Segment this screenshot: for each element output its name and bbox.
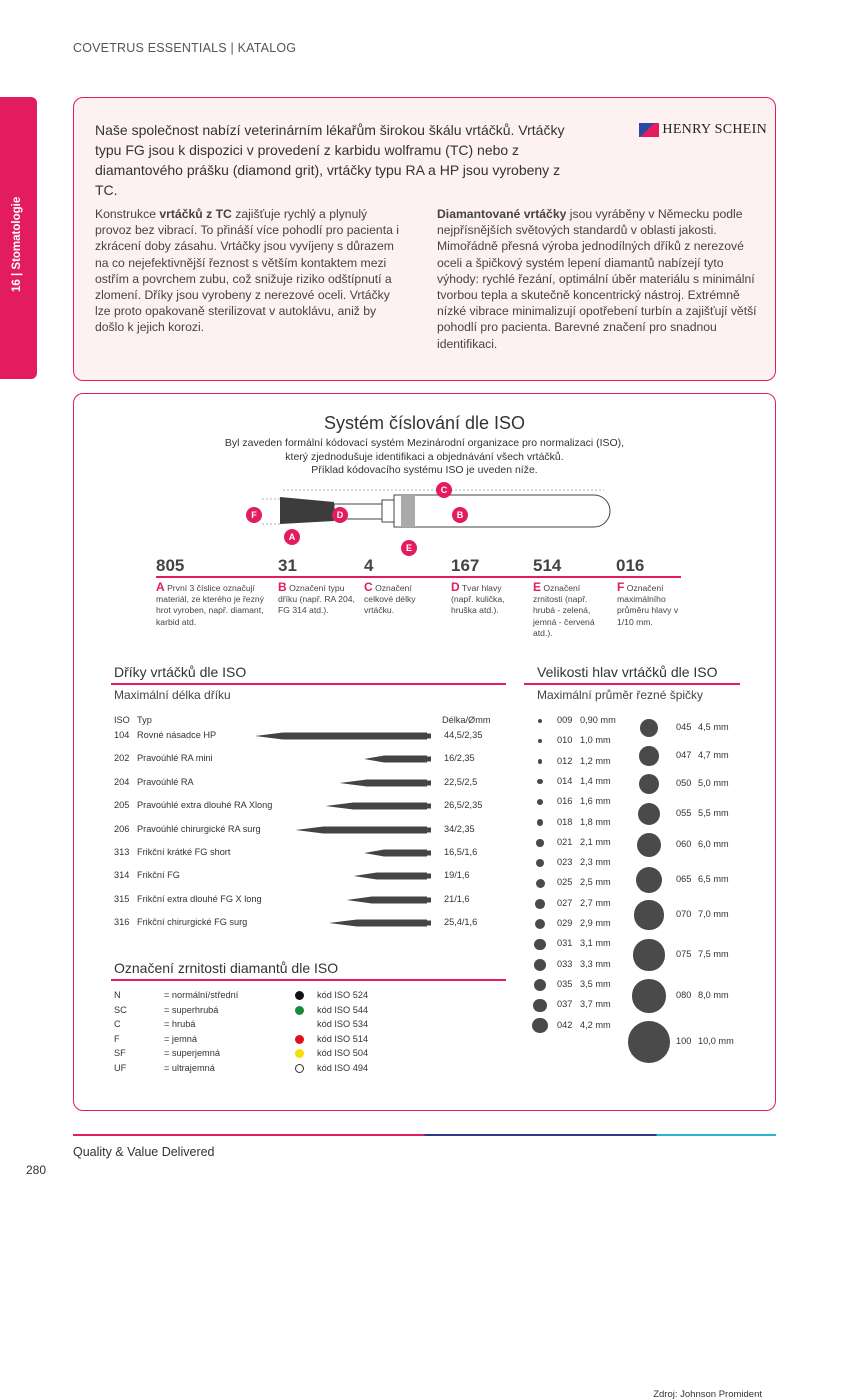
iso-code-row [156, 556, 681, 578]
shank-type: Pravoúhlé RA [137, 776, 194, 787]
grit-iso-code: kód ISO 514 [317, 1033, 369, 1044]
code-desc-text: Označení celkové délky vrtáčku. [364, 583, 416, 616]
shank-length: 16,5/1,6 [444, 847, 478, 857]
head-mm: 2,1 mm [580, 836, 611, 847]
shank-type: Frikční extra dlouhé FG X long [137, 893, 262, 904]
shank-type: Pravoúhlé RA mini [137, 753, 213, 764]
shank-shape [250, 894, 435, 906]
head-mm: 4,5 mm [698, 722, 729, 732]
shanks-rule [111, 683, 506, 685]
grit-code: F [114, 1033, 120, 1044]
shanks-title: Dříky vrtáčků dle ISO [114, 664, 247, 680]
head-size-circle [639, 774, 660, 795]
code-desc-text: Označení maximálního průměru hlavy v 1/10 mm. [617, 583, 679, 627]
grit-title: Označení zrnitosti diamantů dle ISO [114, 960, 339, 976]
shank-shape [250, 917, 435, 929]
code-desc-d [451, 582, 526, 617]
head-size-circle [536, 879, 545, 888]
grit-color-dot [295, 1064, 304, 1073]
head-size-circle [534, 959, 546, 971]
code-letter: B [278, 580, 287, 594]
head-mm: 1,0 mm [580, 735, 611, 746]
head-size-circle [534, 939, 545, 950]
head-mm: 3,5 mm [580, 978, 611, 989]
code-letter: E [533, 580, 542, 594]
shank-shape [250, 847, 435, 859]
heads-title: Velikosti hlav vrtáčků dle ISO [537, 664, 718, 680]
head-iso: 029 [557, 918, 573, 928]
shank-shape [250, 824, 435, 836]
code-shape: 167 [451, 556, 480, 575]
head-iso: 055 [676, 808, 692, 818]
code-desc-e [533, 582, 611, 639]
shank-length: 44,5/2,35 [444, 730, 483, 740]
head-iso: 042 [557, 1019, 573, 1030]
grit-color-dot [295, 1049, 304, 1058]
shank-iso: 204 [114, 776, 130, 787]
shank-shape [250, 870, 435, 882]
code-desc-f [617, 582, 689, 628]
shank-shape [250, 730, 435, 742]
footer-tagline: Quality & Value Delivered [73, 1145, 215, 1159]
head-mm: 7,5 mm [698, 949, 729, 959]
grit-color-dot [295, 1035, 304, 1044]
head-size-circle [537, 819, 543, 825]
iso-desc-line: Byl zaveden formální kódovací systém Mezinárodní organizace pro normalizaci (ISO), [224, 437, 625, 449]
head-iso: 047 [676, 750, 692, 760]
iso-title: Systém číslování dle ISO [323, 413, 526, 433]
shank-length: 26,5/2,35 [444, 800, 483, 811]
head-iso: 012 [557, 755, 573, 766]
head-iso: 031 [557, 938, 573, 949]
shank-shape [250, 800, 435, 812]
head-mm: 2,3 mm [580, 857, 611, 868]
shank-type: Rovné násadce HP [137, 730, 217, 740]
shank-iso: 202 [114, 753, 130, 764]
grit-desc: = ultrajemná [164, 1062, 215, 1073]
head-size-circle [636, 867, 663, 894]
head-mm: 1,6 mm [580, 796, 611, 807]
head-mm: 4,2 mm [580, 1019, 611, 1030]
head-iso: 045 [676, 722, 692, 732]
shank-length: 25,4/1,6 [444, 917, 478, 928]
tc-text-bold: vrtáčků z TC [159, 207, 232, 221]
head-iso: 014 [557, 775, 573, 786]
code-material: 805 [156, 556, 185, 575]
head-iso: 009 [557, 715, 573, 725]
shank-end [427, 734, 431, 739]
head-size-circle [632, 979, 665, 1012]
shank-iso: 206 [114, 823, 130, 834]
head-mm: 2,7 mm [580, 897, 611, 908]
head-iso: 018 [557, 816, 573, 827]
shank-body [295, 826, 427, 833]
head-size-circle [534, 979, 547, 992]
grit-code: UF [114, 1062, 127, 1073]
grit-desc: = hrubá [164, 1019, 196, 1029]
shanks-col-type: Typ [137, 715, 152, 725]
shank-end [427, 874, 431, 879]
head-size-circle [634, 900, 663, 929]
code-shank: 31 [278, 556, 297, 575]
grit-desc: = jemná [164, 1033, 197, 1044]
henry-schein-logo [639, 122, 767, 138]
shank-type: Frikční FG [137, 870, 180, 881]
head-iso: 027 [557, 897, 573, 908]
shank-length: 19/1,6 [444, 870, 470, 881]
code-desc-b [278, 582, 358, 617]
shank-end [427, 757, 431, 762]
shank-end [427, 804, 431, 809]
head-mm: 7,0 mm [698, 909, 729, 919]
shank-end [427, 897, 431, 902]
shank-body [255, 733, 427, 740]
grit-iso-code: kód ISO 534 [317, 1019, 369, 1029]
head-iso: 010 [557, 735, 573, 746]
shank-end [427, 780, 431, 785]
badge-e: E [401, 540, 417, 556]
code-diameter: 016 [616, 556, 645, 575]
footer-rule [73, 1134, 776, 1136]
shank-body [354, 873, 427, 880]
grit-iso-code: kód ISO 504 [317, 1048, 369, 1058]
diamond-text-post: jsou vyráběny v Německu podle nejpřísnějších světových standardů v oblasti jakosti. Mimořádně přesná výroba jednodílných dříků z nerezové oceli a špičkový systém lepení diamantů nabízejí tyto výhody: rychlé řezání, optimální úběr materiálu s minimální tvorbou tepla a skutečně koncentrický nástroj. Extrémně nízké vibrace minimalizují opotřebení turbín a zajišťují větší pohodlí pro pacienta. Barevné značení pro snadnou identifikaci. [437, 207, 757, 351]
head-size-circle [537, 799, 543, 805]
shank-body [339, 779, 427, 786]
shank-iso: 316 [114, 917, 130, 928]
shank-body [364, 756, 427, 763]
shank-length: 21/1,6 [444, 893, 470, 904]
shank-length: 16/2,35 [444, 753, 475, 764]
badge-a: A [284, 529, 300, 545]
head-iso: 025 [557, 877, 573, 888]
shank-end [427, 851, 431, 856]
tc-text-pre: Konstrukce [95, 207, 160, 221]
head-mm: 8,0 mm [698, 990, 729, 1000]
badge-b: B [452, 507, 468, 523]
head-size-circle [633, 939, 664, 970]
head-iso: 021 [557, 836, 573, 847]
head-size-circle [532, 1018, 547, 1033]
shank-iso: 315 [114, 893, 130, 904]
head-mm: 3,7 mm [580, 999, 611, 1010]
head-mm: 1,2 mm [580, 755, 611, 766]
grit-code: N [114, 990, 121, 1000]
head-iso: 080 [676, 990, 692, 1000]
head-iso: 033 [557, 958, 573, 969]
shank-length: 34/2,35 [444, 823, 475, 834]
head-size-circle [537, 779, 542, 784]
code-length: 4 [364, 556, 374, 575]
head-size-circle [538, 759, 542, 763]
head-size-circle [628, 1021, 670, 1063]
code-grit: 514 [533, 556, 562, 575]
grit-desc: = superhrubá [164, 1004, 219, 1015]
head-size-circle [536, 839, 544, 847]
shank-type: Pravoúhlé chirurgické RA surg [137, 823, 261, 834]
code-letter: F [617, 580, 625, 594]
badge-d: D [332, 507, 348, 523]
shank-body [329, 920, 427, 927]
tc-text-post: zajišťuje rychlý a plynulý provoz bez vibrací. To přináší více pohodlí pro pacienta i zkrácení doby zásahu. Vrtáčky jsou vyvíjeny s důrazem na co nejefektivnější řeznost s větším kontaktem mezi ostřím a povrchem zubu, což snižuje riziko odštípnutí a zlomení. Dříky jsou vyrobeny z nerezové oceli. Vrtáčky lze proto opakovaně sterilizovat v autoklávu, aniž by došlo k jejich korozi. [95, 207, 399, 335]
shank-type: Frikční chirurgické FG surg [137, 917, 248, 928]
shanks-subtitle: Maximální délka dříku [114, 688, 231, 702]
logo-text: HENRY SCHEIN [662, 122, 767, 137]
grit-desc: = superjemná [164, 1048, 220, 1058]
code-desc-text: Označení zrnitosti (např. hrubá - zelená, jemná - červená atd.). [533, 583, 595, 638]
intro-text: Naše společnost nabízí veterinárním lékařům širokou škálu vrtáčků. Vrtáčky typu FG jsou k dispozici v provedení z karbidu wolframu (TC) nebo z diamantového prášku (diamond grit), vrtáčky typu RA a HP jsou vyrobeny z TC. [95, 122, 565, 198]
code-letter: C [364, 580, 373, 594]
grit-color-dot [295, 1006, 304, 1015]
grit-code: SC [114, 1004, 127, 1015]
head-iso: 023 [557, 857, 573, 868]
shank-iso: 314 [114, 870, 130, 881]
grit-code: SF [114, 1048, 126, 1058]
shank-end [427, 921, 431, 926]
page-number: 280 [26, 1163, 47, 1177]
grit-code: C [114, 1019, 121, 1029]
code-desc-text: První 3 číslice označují materiál, ze kterého je řezný hrot vyroben, např. diamant, karbid atd. [156, 583, 264, 627]
head-iso: 050 [676, 778, 692, 788]
head-size-circle [640, 719, 659, 738]
logo-flag-icon [639, 123, 659, 137]
code-desc-text: Označení typu dříku (např. RA 204, FG 314 atd.). [278, 583, 355, 616]
shank-shape [250, 753, 435, 765]
shank-body [325, 803, 427, 810]
badge-f: F [246, 507, 262, 523]
head-iso: 075 [676, 949, 692, 959]
code-desc-a [156, 582, 276, 628]
head-mm: 6,5 mm [698, 874, 729, 884]
diamond-burs-text [437, 206, 757, 352]
head-mm: 5,5 mm [698, 808, 729, 818]
head-mm: 3,1 mm [580, 938, 611, 949]
head-mm: 10,0 mm [698, 1036, 734, 1046]
shank-iso: 313 [114, 847, 130, 857]
heads-subtitle: Maximální průměr řezné špičky [537, 688, 704, 702]
shank-end [427, 827, 431, 832]
grit-iso-code: kód ISO 524 [317, 990, 369, 1000]
head-size-circle [538, 719, 542, 723]
head-mm: 5,0 mm [698, 778, 729, 788]
head-iso: 035 [557, 978, 573, 989]
head-iso: 016 [557, 796, 573, 807]
diamond-text-bold: Diamantované vrtáčky [437, 207, 567, 221]
shank-iso: 104 [114, 730, 130, 740]
shanks-col-length: Délka/Ømm [442, 715, 491, 725]
head-size-circle [538, 739, 542, 743]
head-iso: 037 [557, 999, 573, 1010]
tc-burs-text [95, 206, 405, 336]
head-mm: 1,4 mm [580, 775, 611, 786]
grit-desc: = normální/střední [164, 990, 239, 1000]
head-mm: 2,5 mm [580, 877, 611, 888]
heads-rule [524, 683, 740, 685]
head-size-circle [536, 859, 544, 867]
head-size-circle [638, 803, 661, 826]
head-size-circle [637, 833, 662, 858]
head-size-circle [535, 919, 545, 929]
catalog-header: COVETRUS ESSENTIALS | KATALOG [73, 41, 297, 55]
code-desc-text: Tvar hlavy (např. kulička, hruška atd.). [451, 583, 505, 616]
head-mm: 6,0 mm [698, 839, 729, 849]
iso-description [74, 437, 775, 478]
head-iso: 065 [676, 874, 692, 884]
code-letter: D [451, 580, 460, 594]
head-iso: 100 [676, 1036, 692, 1046]
grit-color-dot [295, 991, 304, 1000]
code-letter: A [156, 580, 165, 594]
head-size-circle [639, 746, 659, 766]
section-tab-label: 16 | Stomatologie [11, 196, 23, 292]
grit-iso-code: kód ISO 494 [317, 1062, 369, 1073]
head-mm: 2,9 mm [580, 918, 611, 928]
head-mm: 4,7 mm [698, 750, 729, 760]
head-iso: 070 [676, 909, 692, 919]
grit-iso-code: kód ISO 544 [317, 1004, 369, 1015]
head-mm: 1,8 mm [580, 816, 611, 827]
intro-box [73, 97, 776, 381]
head-size-circle [535, 899, 545, 909]
iso-desc-line: který zjednodušuje identifikaci a objednávání všech vrtáčků. [285, 450, 564, 463]
shank-shape [250, 777, 435, 789]
grit-rule [111, 979, 506, 981]
badge-c: C [436, 482, 452, 498]
iso-desc-line: Příklad kódovacího systému ISO je uveden níže. [311, 464, 538, 476]
source-note: Zdroj: Johnson Promident [653, 1389, 762, 1400]
shanks-col-iso: ISO [114, 715, 130, 725]
shank-body [364, 850, 427, 857]
shank-iso: 205 [114, 800, 130, 811]
shank-body [347, 896, 427, 903]
head-mm: 0,90 mm [580, 715, 616, 725]
head-size-circle [533, 999, 546, 1012]
shank-length: 22,5/2,5 [444, 776, 478, 787]
shank-type: Frikční krátké FG short [137, 847, 231, 857]
code-desc-c [364, 582, 432, 617]
shank-type: Pravoúhlé extra dlouhé RA Xlong [137, 800, 273, 811]
head-mm: 3,3 mm [580, 958, 611, 969]
head-iso: 060 [676, 839, 692, 849]
